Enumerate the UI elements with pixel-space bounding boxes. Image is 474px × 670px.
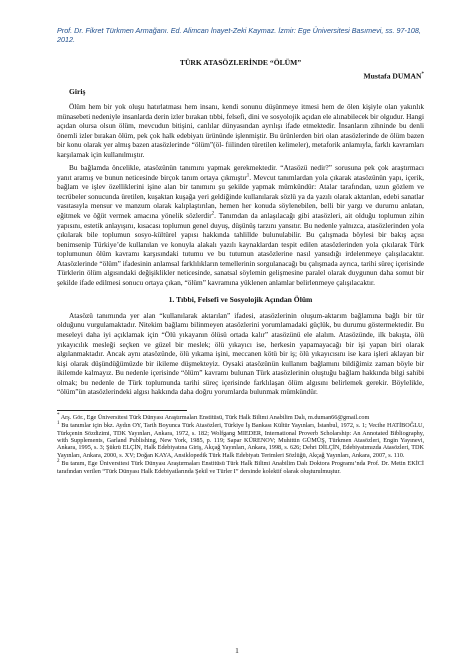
footnote-ref-2: 2 — [211, 211, 215, 217]
author-mark: * — [421, 72, 424, 78]
footnote-author — [57, 414, 424, 421]
footnote-1 — [57, 422, 424, 459]
page-number: 1 — [235, 646, 239, 655]
paragraph-2-text-c: . Tanımdan da anlaşılacağı gibi atasözleri, ait olduğu toplumun zihin yapısını, estetik anlayışını, kısacası toplumun genel duyuş, düşünüş tarzını yansıtır. Bu nedenle yalnızca, atasözlerinden yola çıkılarak bile toplumun sosyo-kültürel yapısı hakkında tahlillde bulunulabilir. Bu çalışmada böylesi bir bakış açısı benimsenip Türkiye’de kullanılan ve konuyla alakalı yazılı kaynaklardan tespit edilen atasözlerinden yola çıkılarak Türk toplumunun ölüm kavramı karşısındaki tutumu ve bu tutumun atasözlerine nasıl yansıdığı irdelenmeye çalışılacaktır. Atasözlerinde “ölüm” ifadesinin anlamsal farklılıkların temellerinin sorgulanacağı bu çalışmada ayrıca, tarihi süreç içerisinde Türklerin ölüm algısındaki değişiklikler neticesinde, sanatsal söylemin gelişmesine paralel olarak duygunun daha somut bir şekilde ifade edilmesi sonucu ortaya çıkan, “ölüm” kavramına yüklenen anlamlar belirlenmeye çalışılacaktır. — [57, 211, 424, 287]
footnote-text: Arş. Gör., Ege Üniversitesi Türk Dünyası Araştırmaları Enstitüsü, Türk Halk Bilimi Anabilim Dalı, m.duman66@gmail.com — [60, 413, 370, 421]
footnote-mark: 1 — [57, 421, 60, 427]
paragraph-1: Ölüm hem bir yok oluşu hatırlatması hem insanı, kendi sonunu düşünmeye itmesi hem de ölen kişiyle olan yakınlık münasebeti nedeniyle insanlarda derin izler bırakan tıbbi, felsefi, dini ve sosyolojik açıdan ele alınabilecek bir olgudur. Hangi açıdan olursa olsun ölüm, mevcudun bitişini, canlılar dünyasından ayrılışı ifade etmektedir. İnsanların zihninde bu denli önemli izler bırakan ölüm, pek çok halk edebiyatı ürününde işlenmiştir. Bu ürünlerden biri olan atasözlerinde de ölüm bazen bir konu olarak yer almış bazen atasözlerinde “ölüm”(öl- fiilinden türetilen kelimeler), metaforik anlamıyla, farklı kavramları karşılamak için kullanılmıştır. — [57, 101, 424, 159]
footnote-mark: * — [57, 412, 60, 418]
paragraph-2-text-b: . Mevcut tanımlardan yola çıkarak atasözünün yapı, içerik, bağlam ve işlev özelliklerini işine alan bir tanımını şu şekilde yapmak mümkündür: Atalar tarafından, uzun gözlem ve tecrübeler sonucunda üretilen, kuşaktan kuşağa yeri geldiğinde kullanılarak sözlü ya da yazılı olarak aktarılan, edebi sanatlar vasıtasıyla mensur ve manzum olarak kalıplaştırılan, hemen her konuda söylenebilen, belli bir yargı ve durumu anlatan, eğitmek ve öğüt vermek amacına yönelik sözlerdir — [57, 172, 424, 220]
footnote-2 — [57, 460, 424, 475]
footnote-rule — [57, 410, 187, 411]
paragraph-3: Atasözü tanımında yer alan “kullanılarak aktarılan” ifadesi, atasözlerinin oluşum-aktarım bağlamına bağlı bir tür olduğunu vurgulamaktadır. Nitekim bağlamı bilinmeyen atasözlerini yorumlamadaki güçlük, bu durumu göstermektedir. Bu meseleyi daha iyi açıklamak için “Ölü yıkayanın ölüsü ortada kalır” atasözünü ele alalım. Atasözünde, ilk bakışta, ölü yıkayıcılık mesleği seçken ve güzel bir meslek; ölü yıkayıcı ise, herkesin yapamayacağı bir işi yapan biri olarak algılanmaktadır. Ancak aynı atasözünde, ölü yıkama işini, meccanen kötü bir iş; ölü yıkayıcısını ise kara işleri aklayan bir kişi olarak düşündüğümüzde bir ikileme düşmekteyiz. Oysaki atasözünün kullanım bağlamını bildiğimiz zaman böyle bir ikilemde kalmayız. Bu nedenle içerisinde “ölüm” kavramı bulunan Türk atasözlerinin oluştuğu bağlam hakkında bilgi sahibi olmak; bu nedenle de Türk toplumunda tarihi süreç içerisinde farklılaşan ölüm algısını belirlemek gerekir. Böylelikle, “ölüm”ün atasözlerindeki algısı hakkında daha doğru yorumlarda bulunmak mümkündür. — [57, 310, 424, 397]
section-heading-intro: Giriş — [69, 87, 86, 97]
paragraph-2-text-a: Bu bağlamda öncelikle, atasözünün tanımını yapmak gerekmektedir. “Atasözü nedir?” sorusuna pek çok araştırmacı yanıt aramış ve bunun neticesinde birçok tanım ortaya çıkmıştır — [57, 163, 424, 182]
author-name: Mustafa DUMAN — [363, 71, 422, 81]
paragraph-2 — [57, 163, 424, 287]
footnote-text: Bu tanımlar için bkz. Aydın OY, Tarih Boyunca Türk Atasözleri, Türkiye İş Bankası Kültür Yayınları, İstanbul, 1972, s. 1; Vecihe HATİBOĞLU, Türkçenin Sözdizimi, TDK Yayınları, Ankara, 1972, s. 182; Wolfgang MIEDER, International Proverb Scholarship: An Annotated Bibliography, with Supplements, Garland Publishing, New York, 1985, p. 119; Sapar KÜRENOV; Muhittin GÜMÜŞ, Türkmen Atasözleri, Engin Yayınevi, Ankara, 1995, s. 3; Şükrü ELÇİN, Halk Edebiyatına Giriş, Akçağ Yayınları, Ankara, 1998, s. 626; Dehri DİLÇİN, Edebiyatımızda Atasözleri, TDK Yayınları, Ankara, 2000, s. XV; Doğan KAYA, Ansiklopedik Türk Halk Edebiyatı Terimleri Sözlüğü, Akçağ Yayınları, Ankara, 2007, s. 110. — [57, 422, 425, 459]
author-line — [57, 70, 424, 81]
footnote-mark: 2 — [57, 459, 60, 465]
footnote-ref-1: 1 — [246, 173, 250, 179]
footnote-text: Bu tanım, Ege Üniversitesi Türk Dünyası Araştırmaları Enstitüsü Türk Halk Bilimi Anabilim Dalı Doktora Programı’nda Prof. Dr. Metin EKİCİ tarafından verilen “Türk Dünyası Halk Edebiyatlarında Şekil ve Türler I” dersinde kolektif olarak oluşturulmuştur. — [57, 460, 424, 475]
article-title: TÜRK ATASÖZLERİNDE “ÖLÜM” — [179, 57, 302, 67]
running-head: Prof. Dr. Fikret Türkmen Armağanı. Ed. Alimcan İnayet-Zeki Kaymaz. İzmir: Ege Üniversitesi Basımevi, ss. 97-108, 2012. — [57, 26, 421, 45]
section-heading-1: 1. Tıbbi, Felsefi ve Sosyolojik Açından Ölüm — [168, 295, 313, 305]
